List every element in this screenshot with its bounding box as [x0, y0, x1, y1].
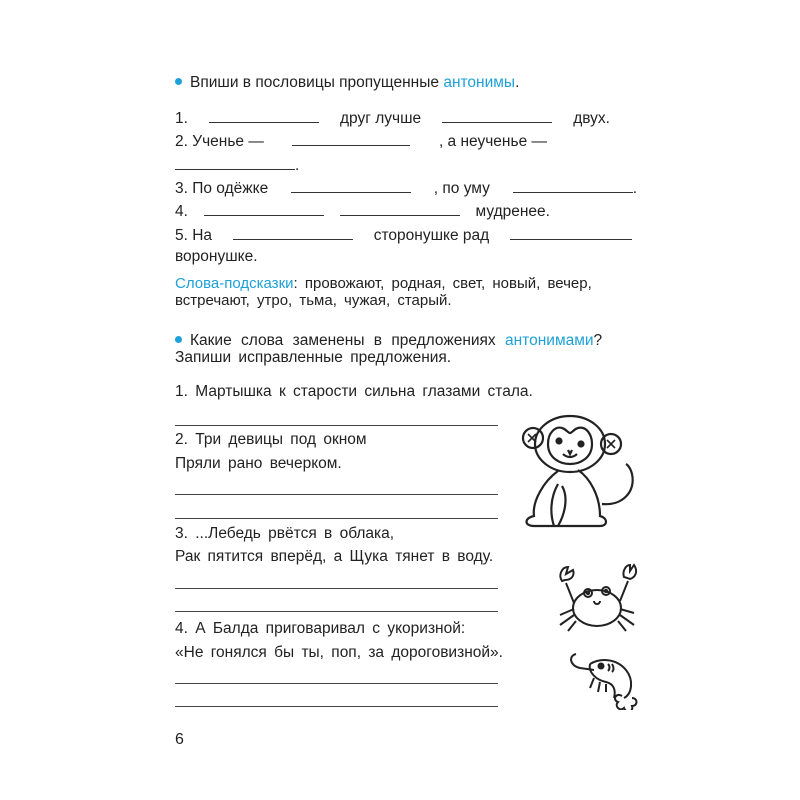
answer-blank[interactable]	[233, 225, 353, 240]
proverb-3: 3. По одёжке , по уму .	[175, 180, 637, 197]
proverb-2-cont: .	[175, 155, 299, 175]
monkey-icon	[518, 414, 643, 529]
answer-line[interactable]	[175, 611, 498, 612]
item-4-line-2: «Не гонялся бы ты, поп, за дороговизной».	[175, 644, 503, 661]
answer-blank[interactable]	[340, 201, 460, 216]
answer-line[interactable]	[175, 518, 498, 519]
proverb-4: 4. мудренее.	[175, 203, 550, 220]
answer-line[interactable]	[175, 588, 498, 589]
item-3-line-1: 3. ...Лебедь рвётся в облака,	[175, 525, 395, 542]
item-1: 1. Мартышка к старости сильна глазами стала.	[175, 383, 533, 400]
task1-instruction: Впиши в пословицы пропущенные антонимы.	[175, 74, 519, 94]
item-4-line-1: 4. А Балда приговаривал с укоризной:	[175, 620, 466, 637]
proverb-5: 5. На сторонушке рад	[175, 225, 632, 245]
item-3-line-2: Рак пятится вперёд, а Щука тянет в воду.	[175, 548, 494, 565]
answer-line[interactable]	[175, 706, 498, 707]
task2-instruction-2: Запиши исправленные предложения.	[175, 349, 452, 366]
shrimp-icon	[566, 648, 641, 710]
answer-blank[interactable]	[510, 225, 632, 240]
hints-line-2: встречают, утро, тьма, чужая, старый.	[175, 292, 452, 309]
answer-blank[interactable]	[513, 178, 633, 193]
hints-label: Слова-подсказки	[175, 275, 294, 292]
hints-line-1: Слова-подсказки: провожают, родная, свет, новый, вечер,	[175, 275, 592, 292]
answer-line[interactable]	[175, 683, 498, 684]
answer-blank[interactable]	[291, 178, 411, 193]
term-antonyms: антонимы	[443, 74, 516, 91]
bullet-icon	[175, 336, 182, 343]
page-number: 6	[175, 731, 184, 748]
crab-icon	[552, 563, 642, 633]
answer-blank[interactable]	[442, 108, 552, 123]
proverb-1: 1. друг лучше двух.	[175, 110, 610, 127]
task2-instruction: Какие слова заменены в предложениях антонимами?	[175, 332, 637, 352]
answer-blank[interactable]	[204, 201, 324, 216]
proverb-5-cont: воронушке.	[175, 248, 258, 265]
proverb-2: 2. Ученье — , а неученье —	[175, 133, 547, 150]
answer-blank[interactable]	[175, 155, 295, 170]
item-2-line-1: 2. Три девицы под окном	[175, 431, 367, 448]
item-2-line-2: Пряли рано вечерком.	[175, 455, 342, 472]
answer-line[interactable]	[175, 425, 498, 426]
bullet-icon	[175, 78, 182, 85]
answer-blank[interactable]	[209, 108, 319, 123]
answer-line[interactable]	[175, 494, 498, 495]
answer-blank[interactable]	[292, 131, 410, 146]
